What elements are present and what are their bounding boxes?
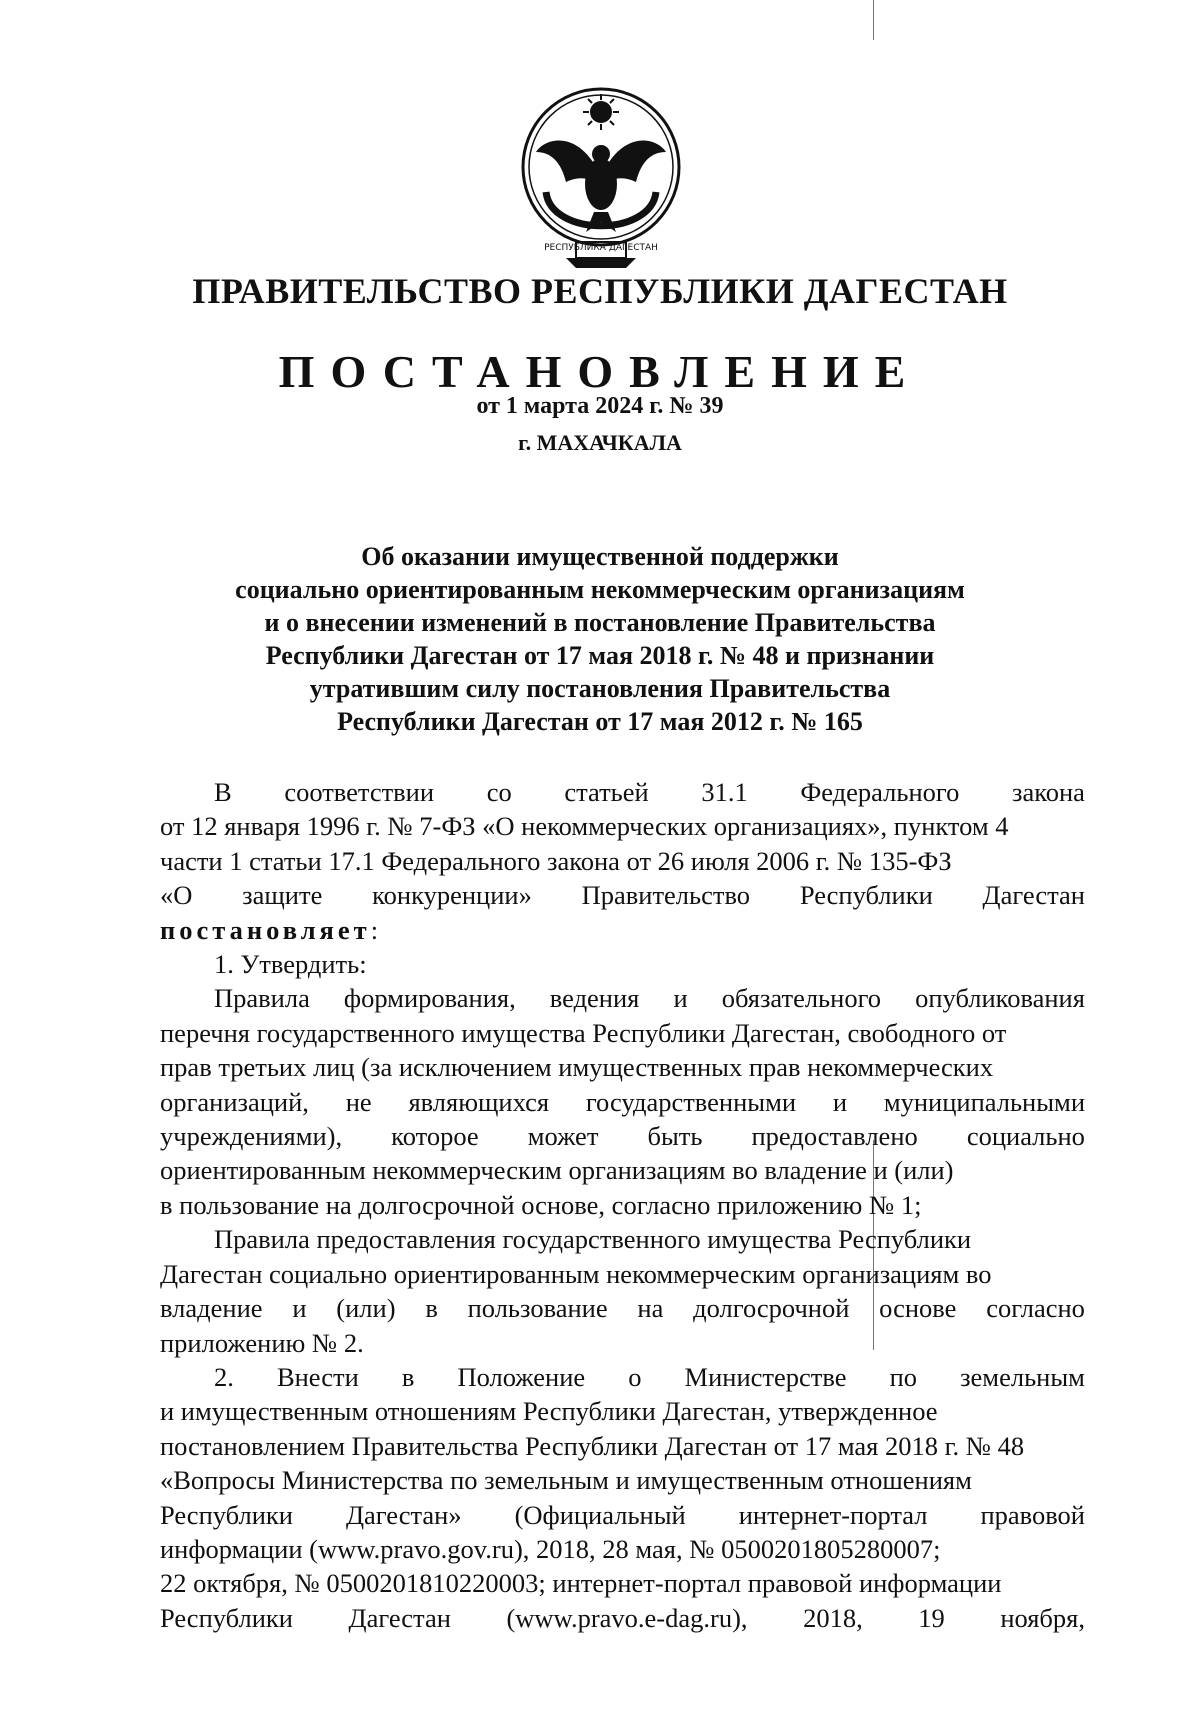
coat-of-arms <box>506 72 696 272</box>
word: 19 <box>918 1602 945 1633</box>
body-line: от 12 января 1996 г. № 7-ФЗ «О некоммерческих организациях», пунктом 4 <box>160 811 1009 842</box>
word: В <box>214 777 232 807</box>
word: муниципальными <box>883 1086 1085 1117</box>
word: закона <box>1011 777 1085 807</box>
heading-line: и о внесении изменений в постановление Правительства <box>264 608 936 637</box>
body-line <box>160 1601 1085 1635</box>
word: Правила <box>214 983 310 1014</box>
word: 2. <box>214 1361 234 1392</box>
document-heading <box>150 540 1050 738</box>
word: владение <box>160 1293 263 1324</box>
word: и <box>673 983 688 1014</box>
word: в <box>401 1361 415 1392</box>
word: о <box>628 1361 642 1392</box>
word: основе <box>879 1293 957 1324</box>
word: и <box>832 1086 848 1117</box>
word: на <box>637 1293 664 1324</box>
body-line <box>160 775 1085 809</box>
body-line <box>160 1360 1085 1394</box>
body-line <box>160 1498 1085 1532</box>
heading-line: Республики Дагестан от 17 мая 2012 г. № 165 <box>337 707 863 736</box>
body-line: информации (www.pravo.gov.ru), 2018, 28 мая, № 0500201805280007; <box>160 1533 941 1564</box>
body-line: 22 октября, № 0500201810220003; интернет-портал правовой информации <box>160 1568 1002 1599</box>
body-line: «Вопросы Министерства по земельным и имущественным отношениям <box>160 1465 972 1496</box>
body-line: части 1 статьи 17.1 Федерального закона от 26 июля 2006 г. № 135-ФЗ <box>160 845 952 876</box>
word: которое <box>391 1121 479 1152</box>
ribbon-text: РЕСПУБЛИКА ДАГЕСТАН <box>544 243 658 253</box>
word: статьей <box>564 777 649 807</box>
word: может <box>527 1121 599 1152</box>
word: «О <box>160 880 193 911</box>
word: социально <box>966 1121 1085 1152</box>
word: предоставлено <box>751 1121 918 1152</box>
word: формирования, <box>343 983 516 1014</box>
word: быть <box>647 1121 703 1152</box>
document-city: г. МАХАЧКАЛА <box>518 430 682 455</box>
word: соответствии <box>284 777 435 807</box>
word: обязательного <box>721 983 882 1014</box>
word: Республики <box>160 1602 293 1633</box>
word: не <box>345 1086 372 1117</box>
word: согласно <box>986 1293 1085 1324</box>
word: опубликования <box>915 983 1085 1014</box>
body-line: прав третьих лиц (за исключением имущественных прав некоммерческих <box>160 1052 994 1083</box>
word: интернет-портал <box>738 1499 928 1530</box>
body-line <box>160 913 1085 947</box>
document-body <box>160 775 1085 1635</box>
document-date-number: от 1 марта 2024 г. № 39 <box>476 393 724 419</box>
item-1: 1. Утвердить: <box>214 949 367 980</box>
word: долгосрочной <box>693 1293 850 1324</box>
word: правовой <box>980 1499 1085 1530</box>
word: учреждениями), <box>160 1121 343 1152</box>
word: в <box>425 1293 438 1324</box>
body-line <box>160 981 1085 1015</box>
word: Внести <box>276 1361 359 1392</box>
body-line <box>160 1119 1085 1153</box>
word: Правительство <box>581 880 751 911</box>
body-line: Правила предоставления государственного имущества Республики <box>214 1224 972 1255</box>
body-line: Дагестан социально ориентированным некоммерческим организациям во <box>160 1258 992 1289</box>
word: 2018, <box>803 1602 863 1633</box>
colon: : <box>370 914 379 945</box>
word: государственными <box>585 1086 797 1117</box>
word: Республики <box>799 880 933 911</box>
word: и <box>292 1293 307 1324</box>
word: Дагестан <box>982 880 1085 911</box>
word: (или) <box>336 1293 396 1324</box>
resolves-word: постановляет <box>160 914 371 945</box>
body-line: постановлением Правительства Республики Дагестан от 17 мая 2018 г. № 48 <box>160 1430 1025 1461</box>
word: Министерстве <box>684 1361 847 1392</box>
body-line <box>160 1291 1085 1325</box>
dagestan-coat-of-arms-icon <box>506 72 696 272</box>
body-line <box>160 878 1085 912</box>
document-type: ПОСТАНОВЛЕНИЕ <box>278 346 922 397</box>
government-title: ПРАВИТЕЛЬСТВО РЕСПУБЛИКИ ДАГЕСТАН <box>192 271 1008 311</box>
word: ноября, <box>1000 1602 1085 1633</box>
word: земельным <box>960 1361 1085 1392</box>
word: Дагестан» <box>345 1499 462 1530</box>
heading-line: Об оказании имущественной поддержки <box>361 542 839 571</box>
word: защите <box>242 880 323 911</box>
body-line: и имущественным отношениям Республики Дагестан, утвержденное <box>160 1396 938 1427</box>
body-line: ориентированным некоммерческим организациям во владение и (или) <box>160 1155 954 1186</box>
word: Республики <box>160 1499 293 1530</box>
word: Положение <box>457 1361 586 1392</box>
word: конкуренции» <box>372 880 532 911</box>
heading-line: социально ориентированным некоммерческим организациям <box>235 575 965 604</box>
word: Дагестан <box>348 1602 451 1633</box>
body-line: перечня государственного имущества Республики Дагестан, свободного от <box>160 1017 1007 1048</box>
word: (Официальный <box>514 1499 686 1530</box>
body-line: приложению № 2. <box>160 1327 364 1358</box>
word: (www.pravo.e-dag.ru), <box>506 1602 748 1633</box>
body-line: в пользование на долгосрочной основе, согласно приложению № 1; <box>160 1189 922 1220</box>
word: со <box>486 777 512 807</box>
heading-line: Республики Дагестан от 17 мая 2018 г. № 48 и признании <box>265 641 935 670</box>
word: организаций, <box>160 1086 309 1117</box>
word: 31.1 <box>701 777 748 807</box>
word: по <box>889 1361 917 1392</box>
word: ведения <box>549 983 640 1014</box>
scan-artifact <box>873 0 874 40</box>
body-line <box>160 1085 1085 1119</box>
word: являющихся <box>408 1086 550 1117</box>
word: пользование <box>467 1293 608 1324</box>
word: Федерального <box>800 777 960 807</box>
heading-line: утратившим силу постановления Правительства <box>309 674 891 703</box>
